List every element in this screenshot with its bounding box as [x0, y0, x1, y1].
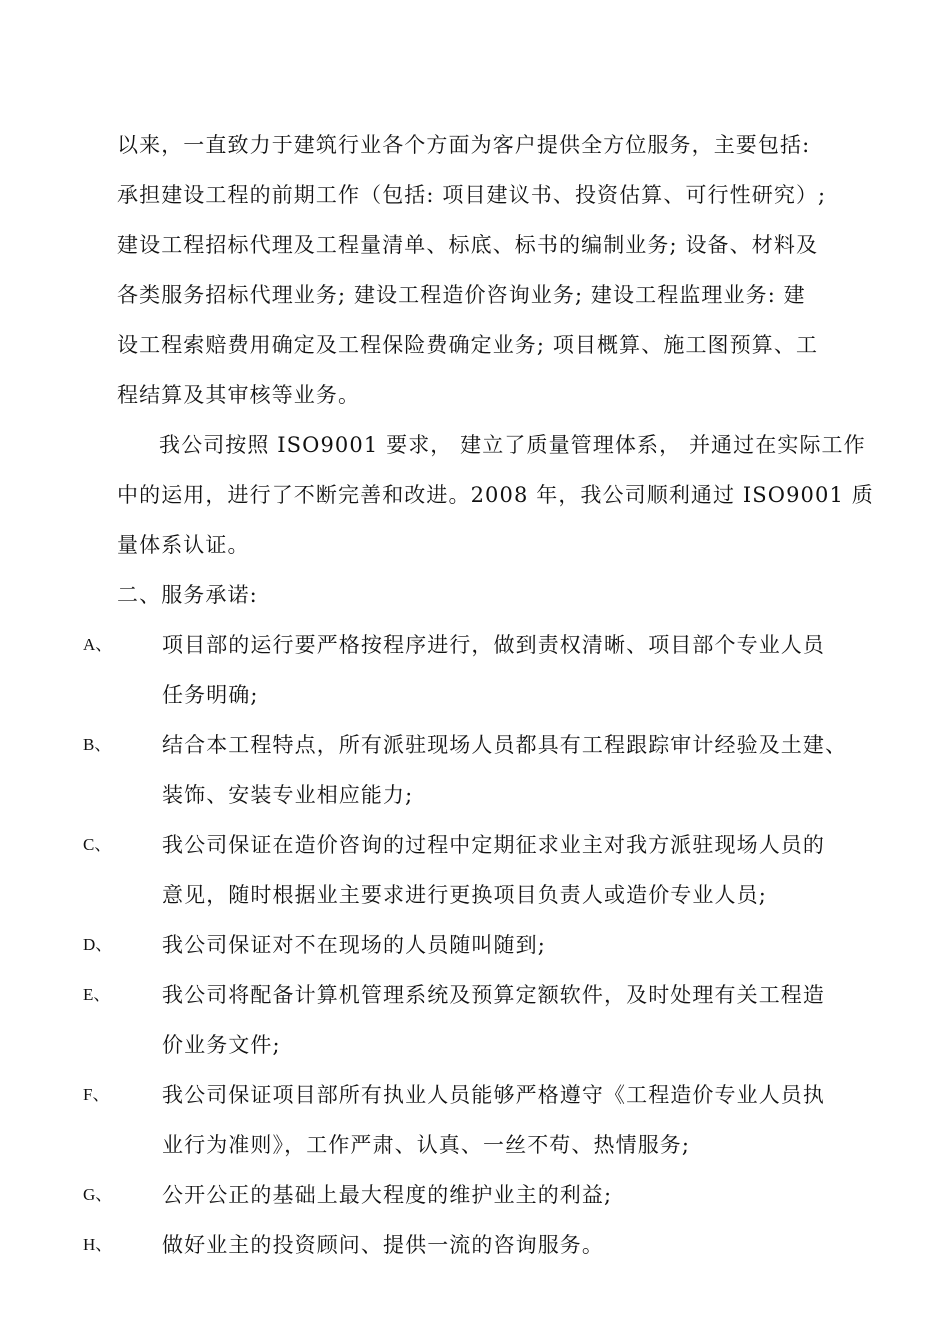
- commitment-marker-e: E、: [83, 985, 111, 1004]
- commitment-marker-b: B、: [83, 735, 112, 754]
- intro-line-4: 各类服务招标代理业务; 建设工程造价咨询业务; 建设工程监理业务: 建: [117, 283, 806, 307]
- commitment-e-line-1: 我公司将配备计算机管理系统及预算定额软件，及时处理有关工程造: [162, 983, 825, 1007]
- quality-line-3: 量体系认证。: [117, 533, 250, 557]
- commitment-g-line-1: 公开公正的基础上最大程度的维护业主的利益;: [162, 1183, 613, 1207]
- commitment-marker-a: A、: [83, 635, 113, 654]
- commitment-c-line-1: 我公司保证在造价咨询的过程中定期征求业主对我方派驻现场人员的: [162, 833, 825, 857]
- commitment-f-line-1: 我公司保证项目部所有执业人员能够严格遵守《工程造价专业人员执: [162, 1083, 825, 1107]
- intro-line-2: 承担建设工程的前期工作（包括: 项目建议书、投资估算、可行性研究）;: [117, 183, 827, 207]
- intro-line-3: 建设工程招标代理及工程量清单、标底、标书的编制业务; 设备、材料及: [117, 233, 819, 257]
- commitment-b-line-2: 装饰、安装专业相应能力;: [162, 783, 414, 807]
- commitment-marker-g: G、: [83, 1185, 113, 1204]
- commitment-b-line-1: 结合本工程特点，所有派驻现场人员都具有工程跟踪审计经验及土建、: [162, 733, 848, 757]
- section-heading: 二、服务承诺:: [117, 583, 258, 607]
- commitment-e-line-2: 价业务文件;: [162, 1033, 281, 1057]
- commitment-marker-c: C、: [83, 835, 112, 854]
- intro-line-1: 以来，一直致力于建筑行业各个方面为客户提供全方位服务，主要包括:: [117, 133, 811, 157]
- commitment-marker-h: H、: [83, 1235, 113, 1254]
- commitment-marker-f: F、: [83, 1085, 110, 1104]
- commitment-a-line-1: 项目部的运行要严格按程序进行，做到责权清晰、项目部个专业人员: [162, 633, 825, 657]
- commitment-marker-d: D、: [83, 935, 113, 954]
- commitment-f-line-2: 业行为准则》，工作严肃、认真、一丝不苟、热情服务;: [162, 1133, 691, 1157]
- commitment-d-line-1: 我公司保证对不在现场的人员随叫随到;: [162, 933, 546, 957]
- intro-line-6: 程结算及其审核等业务。: [117, 383, 361, 407]
- commitment-h-line-1: 做好业主的投资顾问、提供一流的咨询服务。: [162, 1233, 604, 1257]
- commitment-c-line-2: 意见，随时根据业主要求进行更换项目负责人或造价专业人员;: [162, 883, 767, 907]
- quality-line-2: 中的运用，进行了不断完善和改进。2008 年，我公司顺利通过 ISO9001 质: [117, 483, 874, 507]
- quality-line-1: 我公司按照 ISO9001 要求， 建立了质量管理体系， 并通过在实际工作: [159, 433, 866, 457]
- intro-line-5: 设工程索赔费用确定及工程保险费确定业务; 项目概算、施工图预算、工: [117, 333, 819, 357]
- commitment-a-line-2: 任务明确;: [162, 683, 259, 707]
